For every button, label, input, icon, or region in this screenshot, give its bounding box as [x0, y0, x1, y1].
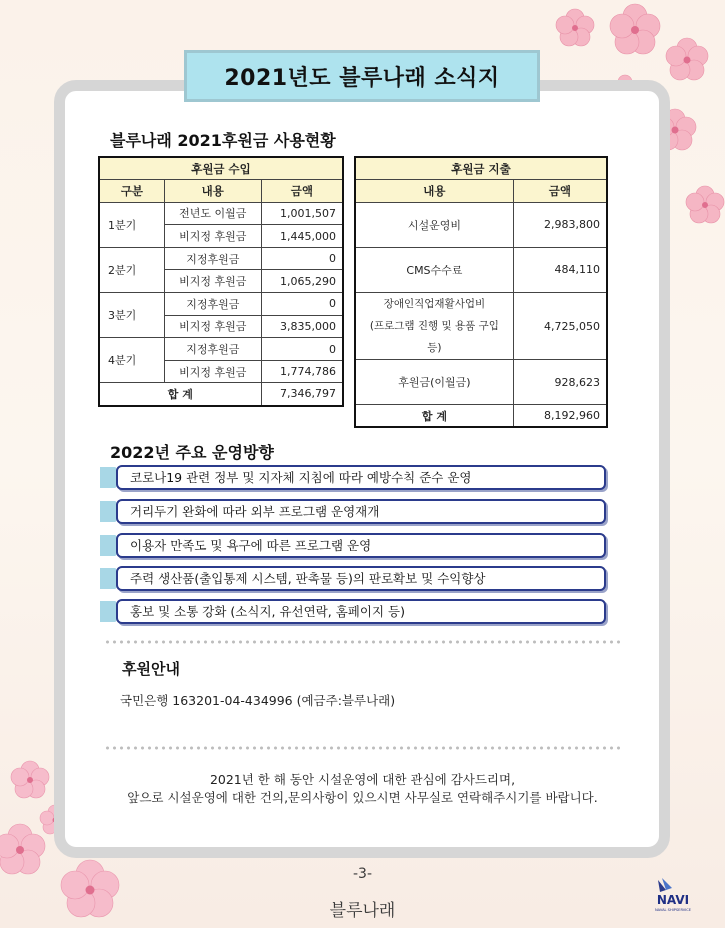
expense-amount: 2,983,800: [513, 202, 607, 247]
income-item: 비지정 후원금: [164, 360, 261, 383]
operation-text: 거리두기 완화에 따라 외부 프로그램 운영재개: [116, 499, 606, 524]
expense-item: [355, 293, 513, 360]
income-item: 전년도 이월금: [164, 202, 261, 225]
table-row: [99, 293, 343, 316]
income-total: 7,346,797: [261, 383, 343, 406]
expense-amount: 484,110: [513, 247, 607, 292]
income-amount: 3,835,000: [261, 315, 343, 338]
income-item: 지정후원금: [164, 247, 261, 270]
income-item: 지정후원금: [164, 293, 261, 316]
income-total-row: [99, 383, 343, 406]
income-item: 비지정 후원금: [164, 270, 261, 293]
table-row: [355, 293, 607, 360]
operation-text: 코로나19 관련 정부 및 지자체 지침에 따라 예방수칙 준수 운영: [116, 465, 606, 490]
income-table: [98, 156, 344, 407]
operation-item: [100, 533, 606, 558]
operation-item: [100, 599, 606, 624]
expense-table: [354, 156, 608, 428]
income-amount: 0: [261, 293, 343, 316]
operation-text: 이용자 만족도 및 욕구에 따른 프로그램 운영: [116, 533, 606, 558]
newsletter-title: 2021년도 블루나래 소식지: [184, 50, 540, 102]
expense-item-line2: (프로그램 진행 및 용품 구입 등): [369, 320, 499, 355]
quarter-label: 3분기: [99, 293, 164, 338]
table-row: [99, 247, 343, 270]
expense-header-amount: 금액: [513, 180, 607, 203]
expense-item: CMS수수료: [355, 247, 513, 292]
income-amount: 1,774,786: [261, 360, 343, 383]
organization-name: 블루나래: [329, 901, 396, 921]
expense-item: 후원금(이월금): [355, 360, 513, 405]
thanks-line-1: 2021년 한 해 동안 시설운영에 대한 관심에 감사드리며,: [209, 772, 516, 787]
income-item: 지정후원금: [164, 338, 261, 361]
income-header-amount: 금액: [261, 180, 343, 203]
navi-logo: [650, 876, 696, 914]
table-row: [355, 360, 607, 405]
sponsorship-heading: 블루나래 2021후원금 사용현황: [110, 131, 336, 150]
expense-item: 시설운영비: [355, 202, 513, 247]
expense-item-line1: 장애인직업재활사업비: [383, 298, 486, 311]
income-amount: 0: [261, 247, 343, 270]
income-amount: 1,065,290: [261, 270, 343, 293]
income-amount: 1,445,000: [261, 225, 343, 248]
income-item: 비지정 후원금: [164, 315, 261, 338]
operation-text: 주력 생산품(출입통제 시스템, 판촉물 등)의 판로확보 및 수익향상: [116, 566, 606, 591]
income-amount: 1,001,507: [261, 202, 343, 225]
expense-total-label: 합 계: [355, 405, 513, 428]
donation-heading: 후원안내: [122, 660, 180, 678]
dotted-divider: [104, 746, 622, 750]
operations-heading: 2022년 주요 운영방향: [110, 443, 274, 462]
table-row: [99, 338, 343, 361]
income-item: 비지정 후원금: [164, 225, 261, 248]
income-header-category: 구분: [99, 180, 164, 203]
operation-item: [100, 499, 606, 524]
expense-total: 8,192,960: [513, 405, 607, 428]
logo-text: NAVI: [656, 893, 690, 907]
income-amount: 0: [261, 338, 343, 361]
expense-header-item: 내용: [355, 180, 513, 203]
quarter-label: 4분기: [99, 338, 164, 383]
bank-account: 국민은행 163201-04-434996 (예금주:블루나래): [120, 693, 396, 708]
expense-amount: 928,623: [513, 360, 607, 405]
operation-item: [100, 566, 606, 591]
quarter-label: 2분기: [99, 247, 164, 292]
dotted-divider: [104, 640, 622, 644]
logo-subtext: NAVAL SHIPSERVICE: [654, 908, 692, 912]
operation-item: [100, 465, 606, 490]
expense-caption: 후원금 지출: [355, 157, 607, 180]
income-header-item: 내용: [164, 180, 261, 203]
income-total-label: 합 계: [99, 383, 261, 406]
expense-total-row: [355, 405, 607, 428]
income-caption: 후원금 수입: [99, 157, 343, 180]
expense-amount: 4,725,050: [513, 293, 607, 360]
table-row: [99, 202, 343, 225]
table-row: [355, 247, 607, 292]
page-number: -3-: [352, 866, 372, 882]
thanks-line-2: 앞으로 시설운영에 대한 건의,문의사항이 있으시면 사무실로 연락해주시기를 바랍니다.: [127, 790, 598, 805]
quarter-label: 1분기: [99, 202, 164, 247]
table-row: [355, 202, 607, 247]
operation-text: 홍보 및 소통 강화 (소식지, 유선연락, 홈페이지 등): [116, 599, 606, 624]
